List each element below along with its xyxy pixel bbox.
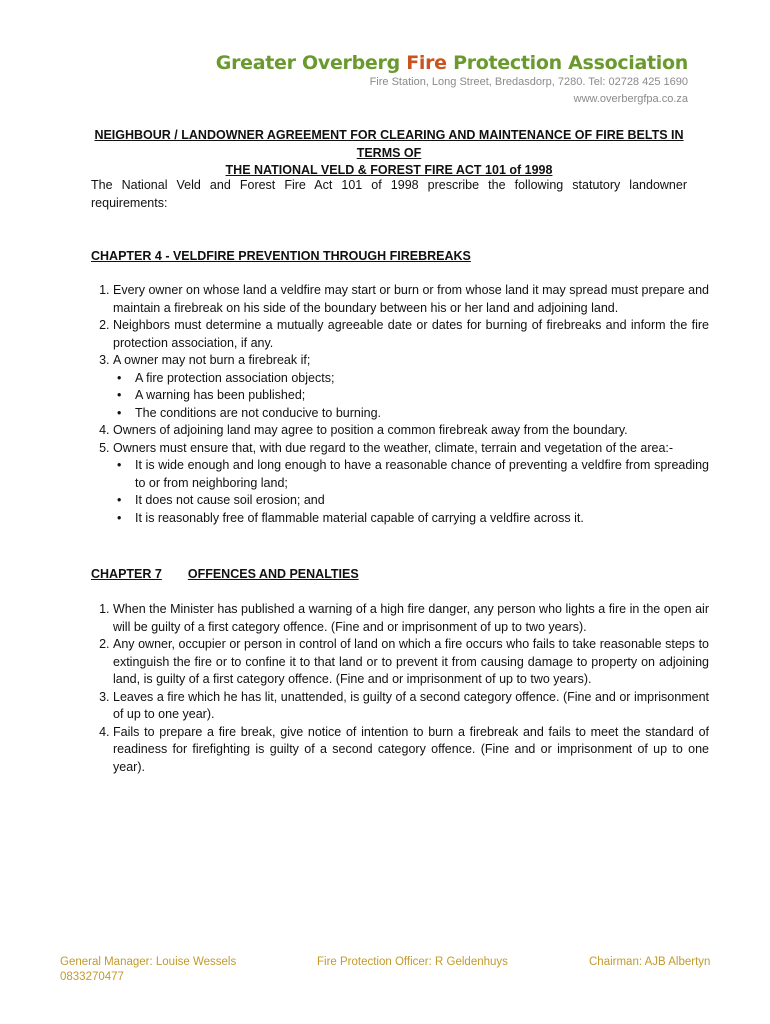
- chapter-7-label: CHAPTER 7: [91, 567, 162, 581]
- sub-list-item: • It does not cause soil erosion; and: [135, 492, 709, 510]
- manager-name: General Manager: Louise Wessels: [60, 956, 237, 968]
- title-line-1: NEIGHBOUR / LANDOWNER AGREEMENT FOR CLEARING AND MAINTENANCE OF FIRE BELTS IN TERMS OF: [94, 128, 684, 160]
- footer-officer: Fire Protection Officer: R Geldenhuys: [317, 956, 508, 968]
- chapter-7-title: OFFENCES AND PENALTIES: [187, 567, 359, 581]
- list-item: 1. Every owner on whose land a veldfire may start or burn or from whose land it may spread must prepare and maintain a firebreak on his side of the boundary between his or her land and adjoining land.: [113, 282, 709, 317]
- chapter-4-list: [91, 282, 709, 527]
- sub-list-item: • It is wide enough and long enough to have a reasonable chance of preventing a veldfire from spreading to or from neighboring land;: [135, 457, 709, 492]
- org-name-part3: Protection Association: [446, 52, 688, 74]
- list-item: 4. Owners of adjoining land may agree to position a common firebreak away from the boundary.: [113, 422, 709, 440]
- org-name-part2: Fire: [406, 52, 447, 74]
- list-item: 5. Owners must ensure that, with due regard to the weather, climate, terrain and vegetation of the area:- • It is wide enough and long enough to have a reasonable chance of preventing a veldfire from spreading to or from neighboring land; • It does not cause soil erosion; and • It is reasonably free of flammable material capable of carrying a veldfire across it.: [113, 440, 709, 528]
- sub-list: [113, 457, 709, 527]
- list-item: 3. Leaves a fire which he has lit, unattended, is guilty of a second category offence. (Fine and or imprisonment of up to one year).: [113, 689, 709, 724]
- footer-manager: [60, 955, 236, 985]
- list-item: 1. When the Minister has published a warning of a high fire danger, any person who lights a fire in the open air will be guilty of a first category offence. (Fine and or imprisonment of up to two years).: [113, 601, 709, 636]
- list-item: 4. Fails to prepare a fire break, give notice of intention to burn a firebreak and fails to meet the standard of readiness for firefighting is guilty of a second category offence. (Fine and or imprisonment of up to one year).: [113, 724, 709, 777]
- list-item: 2. Neighbors must determine a mutually agreeable date or dates for burning of firebreaks and inform the fire protection association, if any.: [113, 317, 709, 352]
- chapter-7-list: [91, 601, 709, 776]
- chapter-4-heading: CHAPTER 4 - VELDFIRE PREVENTION THROUGH FIREBREAKS: [91, 249, 471, 263]
- sub-list: [113, 370, 709, 423]
- org-website: www.overbergfpa.co.za: [573, 93, 688, 105]
- organization-name: [216, 52, 688, 74]
- list-item: 2. Any owner, occupier or person in control of land on which a fire occurs who fails to take reasonable steps to extinguish the fire or to confine it to that land or to prevent it from causing damage to property on adjoining land, is guilty of a first category offence. (Fine and or imprisonment of up to two years).: [113, 636, 709, 689]
- sub-list-item: • A fire protection association objects;: [135, 370, 709, 388]
- chapter-7-heading: [91, 566, 687, 584]
- sub-list-item: • The conditions are not conducive to burning.: [135, 405, 709, 423]
- title-line-2: THE NATIONAL VELD & FOREST FIRE ACT 101 of 1998: [225, 163, 553, 177]
- footer-chairman: Chairman: AJB Albertyn: [589, 956, 711, 968]
- org-name-part1: Greater Overberg: [215, 52, 407, 74]
- sub-list-item: • It is reasonably free of flammable material capable of carrying a veldfire across it.: [135, 510, 709, 528]
- intro-paragraph: The National Veld and Forest Fire Act 101 of 1998 prescribe the following statutory landowner requirements:: [91, 178, 687, 210]
- org-address: Fire Station, Long Street, Bredasdorp, 7280. Tel: 02728 425 1690: [369, 76, 688, 88]
- list-item: 3. A owner may not burn a firebreak if; • A fire protection association objects; • A warning has been published; • The conditions are not conducive to burning.: [113, 352, 709, 422]
- letterhead: [216, 52, 688, 108]
- manager-phone: 0833270477: [60, 971, 124, 983]
- document-title: [91, 127, 687, 180]
- sub-list-item: • A warning has been published;: [135, 387, 709, 405]
